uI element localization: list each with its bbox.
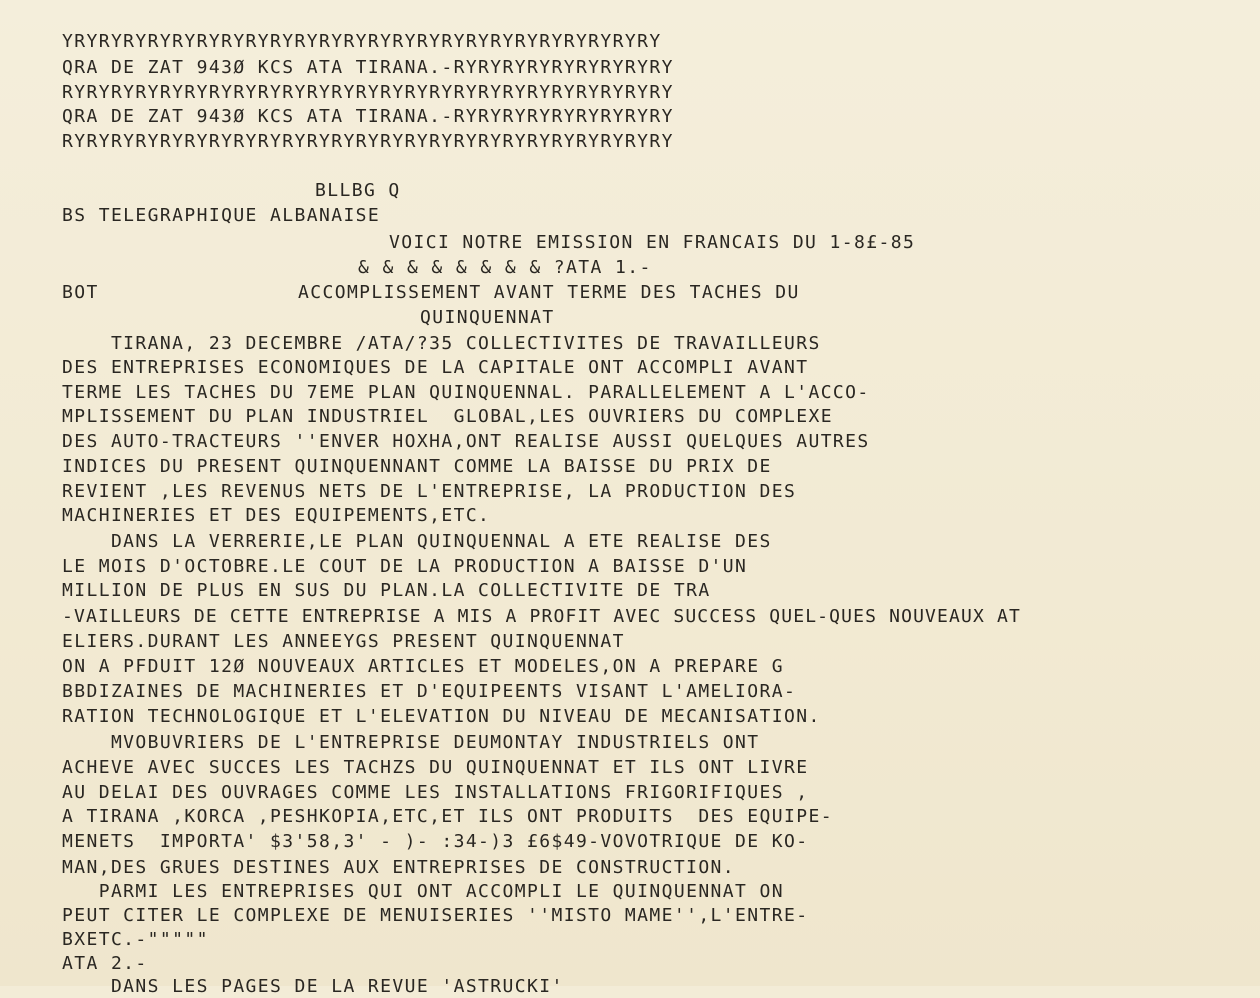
agency-name: BS TELEGRAPHIQUE ALBANAISE [62, 205, 381, 226]
header-line-2: QRA DE ZAT 943Ø KCS ATA TIRANA.-RYRYRYRYRYRYRYRYRY [62, 57, 674, 78]
body-line-25: BXETC.-""""" [62, 929, 209, 950]
header-line-4: QRA DE ZAT 943Ø KCS ATA TIRANA.-RYRYRYRYRYRYRYRYRY [62, 106, 674, 127]
body-line-16: RATION TECHNOLOGIQUE ET L'ELEVATION DU NIVEAU DE MECANISATION. [62, 706, 821, 727]
body-line-10: LE MOIS D'OCTOBRE.LE COUT DE LA PRODUCTION A BAISSE D'UN [62, 556, 748, 577]
headline-title-line-2: QUINQUENNAT [420, 307, 555, 328]
cutoff-line: DANS LES PAGES DE LA REVUE 'ASTRUCKI' [62, 976, 564, 997]
body-line-6: INDICES DU PRESENT QUINQUENNANT COMME LA BAISSE DU PRIX DE [62, 456, 772, 477]
body-line-19: AU DELAI DES OUVRAGES COMME LES INSTALLATIONS FRIGORIFIQUES , [62, 782, 809, 803]
body-line-18: ACHEVE AVEC SUCCES LES TACHZS DU QUINQUENNAT ET ILS ONT LIVRE [62, 757, 809, 778]
headline-title-line-1: ACCOMPLISSEMENT AVANT TERME DES TACHES DU [298, 282, 800, 303]
body-line-20: A TIRANA ,KORCA ,PESHKOPIA,ETC,ET ILS ONT PRODUITS DES EQUIPE- [62, 806, 833, 827]
body-line-5: DES AUTO-TRACTEURS ''ENVER HOXHA,ONT REALISE AUSSI QUELQUES AUTRES [62, 431, 870, 452]
body-line-8: MACHINERIES ET DES EQUIPEMENTS,ETC. [62, 505, 491, 526]
broadcast-announcement: VOICI NOTRE EMISSION EN FRANCAIS DU 1-8£-85 [389, 232, 916, 253]
headline-label: BOT [62, 282, 99, 303]
ata-marker: ATA 2.- [62, 953, 148, 974]
body-line-23: PARMI LES ENTREPRISES QUI ONT ACCOMPLI LE QUINQUENNAT ON [62, 881, 784, 902]
body-line-24: PEUT CITER LE COMPLEXE DE MENUISERIES ''MISTO MAME'',L'ENTRE- [62, 905, 809, 926]
header-line-3: RYRYRYRYRYRYRYRYRYRYRYRYRYRYRYRYRYRYRYRYRYRYRYRYRY [62, 82, 674, 103]
transmission-code: BLLBG Q [315, 180, 401, 201]
header-line-5: RYRYRYRYRYRYRYRYRYRYRYRYRYRYRYRYRYRYRYRYRYRYRYRYRY [62, 131, 674, 152]
body-line-2: DES ENTREPRISES ECONOMIQUES DE LA CAPITALE ONT ACCOMPLI AVANT [62, 357, 809, 378]
body-line-22: MAN,DES GRUES DESTINES AUX ENTREPRISES DE CONSTRUCTION. [62, 857, 736, 878]
body-line-21: MENETS IMPORTA' $3'58,3' - )- :34-)3 £6$49-VOVOTRIQUE DE KO- [62, 831, 809, 852]
body-line-3: TERME LES TACHES DU 7EME PLAN QUINQUENNAL. PARALLELEMENT A L'ACCO- [62, 382, 870, 403]
body-line-14: ON A PFDUIT 12Ø NOUVEAUX ARTICLES ET MODELES,ON A PREPARE G [62, 656, 784, 677]
body-line-11: MILLION DE PLUS EN SUS DU PLAN.LA COLLECTIVITE DE TRA [62, 580, 711, 601]
header-line-1: YRYRYRYRYRYRYRYRYRYRYRYRYRYRYRYRYRYRYRYRYRYRYRYRY [62, 31, 662, 52]
body-line-1: TIRANA, 23 DECEMBRE /ATA/?35 COLLECTIVITES DE TRAVAILLEURS [62, 333, 821, 354]
body-line-13: ELIERS.DURANT LES ANNEEYGS PRESENT QUINQUENNAT [62, 631, 625, 652]
body-line-4: MPLISSEMENT DU PLAN INDUSTRIEL GLOBAL,LES OUVRIERS DU COMPLEXE [62, 406, 833, 427]
separator-line: & & & & & & & & ?ATA 1.- [358, 257, 652, 278]
body-line-9: DANS LA VERRERIE,LE PLAN QUINQUENNAL A ETE REALISE DES [62, 531, 772, 552]
body-line-12: -VAILLEURS DE CETTE ENTREPRISE A MIS A PROFIT AVEC SUCCESS QUEL-QUES NOUVEAUX AT [62, 606, 1021, 627]
body-line-17: MVOBUVRIERS DE L'ENTREPRISE DEUMONTAY INDUSTRIELS ONT [62, 732, 760, 753]
body-line-15: BBDIZAINES DE MACHINERIES ET D'EQUIPEENTS VISANT L'AMELIORA- [62, 681, 797, 702]
body-line-7: REVIENT ,LES REVENUS NETS DE L'ENTREPRISE, LA PRODUCTION DES [62, 481, 797, 502]
